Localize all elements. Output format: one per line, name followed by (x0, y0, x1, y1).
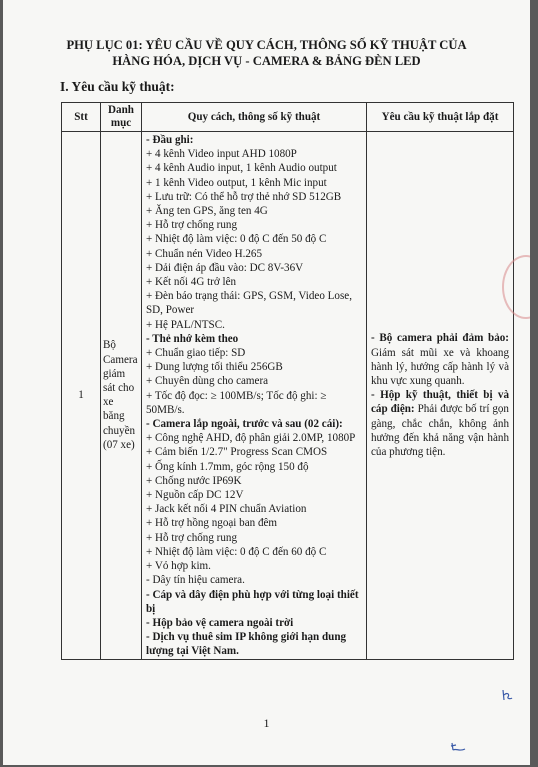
spec-line: + Hỗ trợ hồng ngoại ban đêm (146, 517, 278, 530)
spec-line: - Đầu ghi: (146, 134, 194, 146)
spec-line: + Tốc độ đọc: ≥ 100MB/s; Tốc độ ghi: ≥ (146, 389, 327, 402)
category-line: Camera (103, 353, 138, 366)
spec-line: + Chuẩn nén Video H.265 (146, 247, 263, 260)
category-line: băng (103, 410, 125, 423)
category-line: (07 xe) (103, 438, 135, 451)
page-number: 1 (263, 716, 270, 730)
spec-line: + Chuẩn giao tiếp: SD (146, 347, 246, 360)
table-header-row (62, 103, 514, 132)
spec-line: + Dải điện áp đầu vào: DC 8V-36V (146, 261, 304, 274)
category-line: xe (103, 396, 114, 409)
spec-line: + Cảm biến 1/2.7" Progress Scan CMOS (146, 446, 328, 459)
spec-line: + Ống kính 1.7mm, góc rộng 150 độ (146, 460, 309, 473)
spec-line: + 4 kênh Video input AHD 1080P (146, 148, 297, 161)
cell-install (367, 132, 514, 660)
install-paragraph-2 (371, 388, 509, 459)
category-line: chuyền (103, 424, 136, 437)
spec-line: + Công nghệ AHD, độ phân giải 2.0MP, 1080P (146, 432, 356, 445)
initial-mark-2 (449, 740, 467, 754)
category-line: Bộ (103, 339, 116, 352)
install-paragraph-1 (371, 331, 509, 388)
spec-line: + Lưu trữ: Có thể hỗ trợ thẻ nhớ SD 512GB (146, 190, 342, 203)
spec-line: + Nguồn cấp DC 12V (146, 489, 244, 502)
spec-line: + Vỏ hợp kim. (146, 560, 211, 573)
document-title-line1: PHỤ LỤC 01: YÊU CẦU VỀ QUY CÁCH, THÔNG SỐ KỸ THUẬT CỦA (66, 38, 467, 52)
header-stt: Stt (62, 103, 101, 132)
spec-line: + 4 kênh Audio input, 1 kênh Audio output (146, 162, 337, 175)
header-spec: Quy cách, thông số kỹ thuật (142, 103, 367, 132)
spec-line: + Hỗ trợ chống rung (146, 531, 237, 544)
spec-line: - Dịch vụ thuê sim IP không giới hạn dung (146, 631, 347, 644)
spec-line: + Nhiệt độ làm việc: 0 độ C đến 60 độ C (146, 545, 327, 558)
spec-line: - Camera lắp ngoài, trước và sau (02 cái): (146, 418, 343, 431)
document-page (3, 0, 530, 765)
category-line: sát cho (103, 382, 135, 395)
header-install: Yêu cầu kỹ thuật lắp đặt (367, 103, 514, 132)
initial-mark-1 (500, 688, 514, 702)
spec-line: + Đèn báo trạng thái: GPS, GSM, Video Lose, (146, 290, 352, 303)
spec-line: 50MB/s. (146, 403, 185, 416)
cell-stt: 1 (62, 132, 101, 660)
cell-spec (142, 132, 367, 660)
header-category-line1: Danh (108, 104, 134, 116)
spec-line: lượng tại Việt Nam. (146, 645, 239, 658)
spec-line: + 1 kênh Video output, 1 kênh Mic input (146, 176, 327, 189)
category-line: giám (103, 367, 126, 380)
document-title-line2: HÀNG HÓA, DỊCH VỤ - CAMERA & BẢNG ĐÈN LED (112, 54, 421, 68)
spec-line: + Chuyên dùng cho camera (146, 375, 269, 388)
install-p1-heading: - Bộ camera phải đảm bảo: (371, 332, 509, 345)
spec-line: + Chống nước IP69K (146, 474, 242, 487)
header-category (101, 103, 142, 132)
cell-category (101, 132, 142, 660)
spec-line: + Jack kết nối 4 PIN chuẩn Aviation (146, 503, 307, 516)
spec-line: + Kết nối 4G trở lên (146, 276, 237, 289)
spec-line: + Hỗ trợ chống rung (146, 219, 237, 232)
table-row (62, 132, 514, 660)
install-p1-text: Giám sát mũi xe và khoang hành lý, hướng cấp hành lý và khu vực xung quanh. (371, 346, 509, 387)
spec-line: + Nhiệt độ làm việc: 0 độ C đến 50 độ C (146, 233, 327, 246)
spec-line: - Hộp bảo vệ camera ngoài trời (146, 616, 294, 629)
spec-line: - Thẻ nhớ kèm theo (146, 332, 239, 345)
requirements-table (61, 102, 514, 660)
spec-line: - Cáp và dây điện phù hợp với từng loại thiết (146, 588, 359, 601)
spec-line: bị (146, 602, 156, 615)
install-p2-heading: - Hộp kỹ thuật, thiết bị và cáp điện: (371, 389, 509, 416)
spec-line: + Dung lượng tối thiểu 256GB (146, 361, 283, 374)
spec-line: - Dây tín hiệu camera. (146, 574, 245, 587)
spec-line: + Hệ PAL/NTSC. (146, 318, 225, 331)
header-category-line2: mục (110, 117, 132, 129)
spec-line: + Ăng ten GPS, ăng ten 4G (146, 205, 268, 218)
spec-line: SD, Power (146, 304, 195, 317)
install-p2-text: Phải được bố trí gọn gàng, chắc chắn, không ảnh hưởng đến khả năng vận hành của phương tiện. (371, 403, 509, 458)
section-heading: I. Yêu cầu kỹ thuật: (60, 79, 175, 94)
